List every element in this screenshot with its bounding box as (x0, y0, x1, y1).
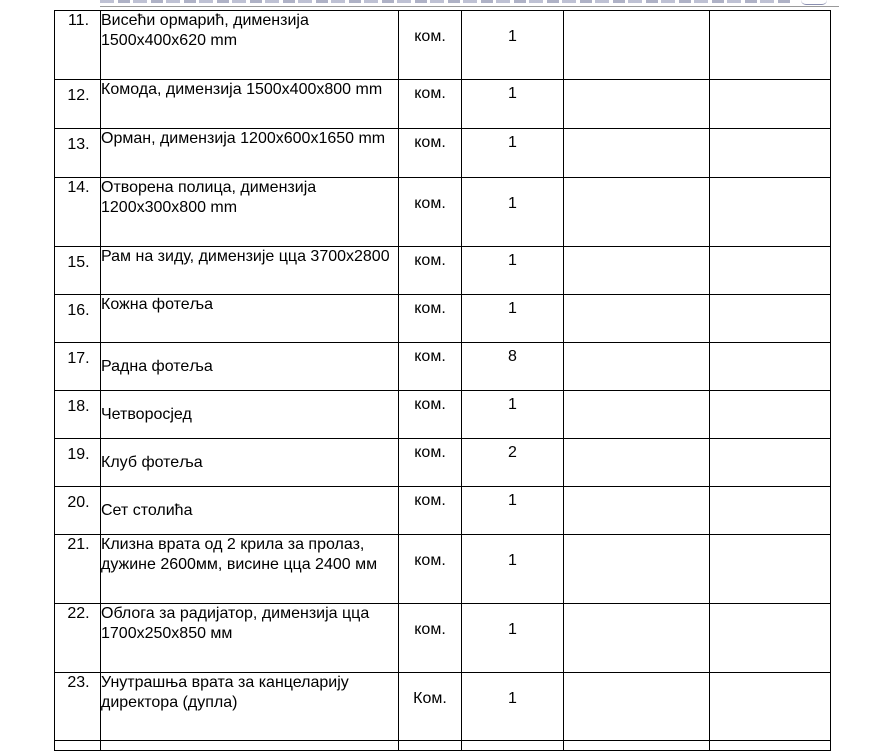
total-price-cell[interactable] (710, 604, 831, 673)
unit-label: ком. (414, 348, 446, 365)
unit-label: ком. (414, 444, 446, 461)
unit-label: ком. (414, 28, 446, 45)
unit-price-cell[interactable] (564, 535, 710, 604)
unit-price-cell[interactable] (564, 129, 710, 178)
table-row (55, 80, 831, 129)
item-description: Унутрашња врата за канцеларију директора (дупла) (101, 674, 349, 711)
unit-price-cell[interactable] (564, 487, 710, 535)
row-number-cell (55, 673, 101, 741)
quantity-value: 1 (508, 195, 517, 212)
description-cell (101, 439, 399, 487)
unit-cell (399, 178, 462, 247)
unit-label: ком. (414, 492, 446, 509)
quantity-cell (462, 295, 564, 343)
description-cell (101, 80, 399, 129)
row-number: 12. (67, 87, 90, 104)
description-cell (101, 487, 399, 535)
row-number-cell (55, 535, 101, 604)
row-number-cell (55, 391, 101, 439)
quantity-value: 8 (508, 348, 517, 365)
page-header-decoration (100, 0, 790, 3)
description-cell (101, 741, 399, 751)
item-description: Рам на зиду, димензије цца 3700x2800 (101, 248, 390, 265)
unit-label: ком. (414, 85, 446, 102)
description-cell (101, 178, 399, 247)
total-price-cell[interactable] (710, 178, 831, 247)
quantity-value: 1 (508, 396, 517, 413)
item-description: Клуб фотеља (101, 454, 203, 471)
quantity-cell (462, 11, 564, 80)
row-number-cell (55, 741, 101, 751)
total-price-cell[interactable] (710, 391, 831, 439)
table-row (55, 604, 831, 673)
total-price-cell[interactable] (710, 295, 831, 343)
bill-of-quantities-table (54, 10, 831, 751)
unit-price-cell[interactable] (564, 343, 710, 391)
quantity-cell (462, 129, 564, 178)
unit-price-cell[interactable] (564, 391, 710, 439)
description-cell (101, 247, 399, 295)
unit-cell (399, 535, 462, 604)
unit-cell (399, 741, 462, 751)
row-number: 13. (67, 136, 90, 153)
table-row (55, 343, 831, 391)
unit-cell (399, 487, 462, 535)
unit-label: Ком. (413, 690, 447, 707)
description-cell (101, 673, 399, 741)
description-cell (101, 11, 399, 80)
item-description: Отворена полица, димензија 1200x300x800 mm (101, 179, 317, 216)
total-price-cell[interactable] (710, 487, 831, 535)
quantity-cell (462, 80, 564, 129)
row-number-cell (55, 295, 101, 343)
unit-label: ком. (414, 300, 446, 317)
total-price-cell[interactable] (710, 343, 831, 391)
description-cell (101, 129, 399, 178)
unit-label: ком. (414, 195, 446, 212)
page-header-rule (100, 6, 839, 7)
unit-label: ком. (414, 252, 446, 269)
quantity-cell (462, 247, 564, 295)
unit-cell (399, 247, 462, 295)
total-price-cell[interactable] (710, 741, 831, 751)
row-number-cell (55, 11, 101, 80)
row-number: 19. (67, 446, 90, 463)
unit-cell (399, 343, 462, 391)
unit-cell (399, 673, 462, 741)
quantity-value: 1 (508, 552, 517, 569)
table-row-partial (55, 741, 831, 751)
unit-cell (399, 80, 462, 129)
row-number: 20. (67, 494, 90, 511)
item-description: Облога за радијатор, димензија цца 1700x250x850 мм (101, 605, 370, 642)
description-cell (101, 604, 399, 673)
quantity-value: 1 (508, 621, 517, 638)
table-row (55, 178, 831, 247)
unit-label: ком. (414, 621, 446, 638)
unit-cell (399, 11, 462, 80)
row-number: 23. (67, 674, 90, 691)
table-row (55, 535, 831, 604)
quantity-value: 1 (508, 690, 517, 707)
row-number-cell (55, 129, 101, 178)
unit-price-cell[interactable] (564, 604, 710, 673)
row-number: 17. (67, 350, 90, 367)
table-row (55, 487, 831, 535)
table-row (55, 391, 831, 439)
row-number-cell (55, 343, 101, 391)
quantity-cell (462, 741, 564, 751)
unit-label: ком. (414, 134, 446, 151)
quantity-value: 1 (508, 252, 517, 269)
item-description: Клизна врата од 2 крила за пролаз, дужине 2600мм, висине цца 2400 мм (101, 536, 378, 573)
row-number-cell (55, 604, 101, 673)
quantity-cell (462, 673, 564, 741)
quantity-cell (462, 178, 564, 247)
item-description: Комода, димензија 1500x400x800 mm (101, 81, 383, 98)
quantity-cell (462, 439, 564, 487)
row-number: 22. (67, 605, 90, 622)
row-number: 15. (67, 254, 90, 271)
table-row (55, 673, 831, 741)
description-cell (101, 391, 399, 439)
unit-label: ком. (414, 396, 446, 413)
quantity-cell (462, 535, 564, 604)
total-price-cell[interactable] (710, 673, 831, 741)
quantity-value: 1 (508, 28, 517, 45)
row-number-cell (55, 178, 101, 247)
quantity-value: 1 (508, 134, 517, 151)
total-price-cell[interactable] (710, 535, 831, 604)
table-row (55, 439, 831, 487)
quantity-cell (462, 604, 564, 673)
quantity-cell (462, 391, 564, 439)
table-row (55, 295, 831, 343)
unit-price-cell[interactable] (564, 80, 710, 129)
row-number: 11. (67, 12, 90, 29)
unit-cell (399, 295, 462, 343)
unit-price-cell[interactable] (564, 673, 710, 741)
item-description: Висећи ормарић, димензија 1500x400x620 mm (101, 12, 309, 49)
table-row (55, 11, 831, 80)
item-description: Кожна фотеља (101, 296, 214, 313)
item-description: Радна фотеља (101, 358, 213, 375)
table-row (55, 129, 831, 178)
description-cell (101, 343, 399, 391)
total-price-cell[interactable] (710, 439, 831, 487)
row-number: 14. (67, 179, 90, 196)
unit-price-cell[interactable] (564, 11, 710, 80)
total-price-cell[interactable] (710, 247, 831, 295)
row-number: 21. (67, 536, 90, 553)
unit-cell (399, 439, 462, 487)
row-number-cell (55, 80, 101, 129)
quantity-value: 1 (508, 300, 517, 317)
unit-cell (399, 129, 462, 178)
row-number-cell (55, 487, 101, 535)
quantity-cell (462, 487, 564, 535)
total-price-cell[interactable] (710, 129, 831, 178)
description-cell (101, 535, 399, 604)
quantity-value: 1 (508, 85, 517, 102)
quantity-cell (462, 343, 564, 391)
unit-price-cell[interactable] (564, 295, 710, 343)
unit-label: ком. (414, 552, 446, 569)
row-number: 16. (67, 302, 90, 319)
unit-price-cell[interactable] (564, 741, 710, 751)
unit-cell (399, 391, 462, 439)
total-price-cell[interactable] (710, 80, 831, 129)
total-price-cell[interactable] (710, 11, 831, 80)
row-number: 18. (67, 398, 90, 415)
unit-cell (399, 604, 462, 673)
item-description: Четворосјед (101, 406, 192, 423)
quantity-value: 1 (508, 492, 517, 509)
page-header-logo-fragment (801, 0, 827, 5)
item-description: Орман, димензија 1200x600x1650 mm (101, 130, 386, 147)
unit-price-cell[interactable] (564, 439, 710, 487)
table-row (55, 247, 831, 295)
quantity-value: 2 (508, 444, 517, 461)
item-description: Сет столића (101, 502, 193, 519)
description-cell (101, 295, 399, 343)
unit-price-cell[interactable] (564, 178, 710, 247)
unit-price-cell[interactable] (564, 247, 710, 295)
row-number-cell (55, 439, 101, 487)
row-number-cell (55, 247, 101, 295)
